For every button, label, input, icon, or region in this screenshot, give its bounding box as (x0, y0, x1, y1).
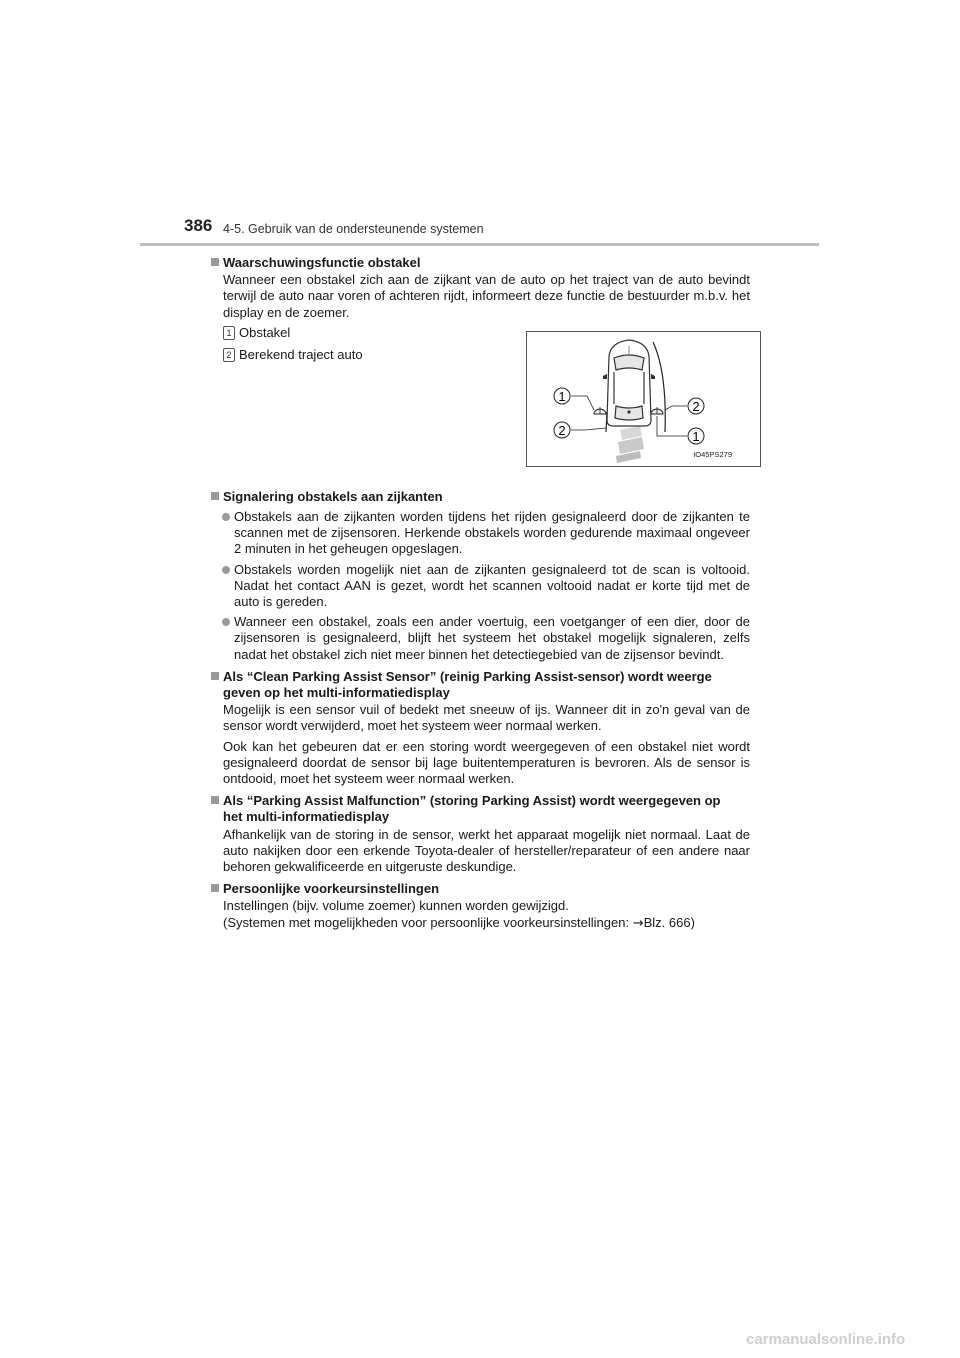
legend-item (210, 347, 363, 363)
motion-trail-icon (616, 426, 644, 463)
legend-label: Obstakel (239, 324, 291, 340)
bullet-icon (222, 566, 230, 574)
header-divider (140, 243, 819, 246)
car-icon (607, 340, 651, 426)
section-title: Waarschuwingsfunctie obstakel (210, 255, 750, 271)
page-number: 386 (184, 216, 213, 235)
bullet-icon (222, 513, 230, 521)
bullet-item: Obstakels worden mogelijk niet aan de zijkanten gesignaleerd tot de scan is voltooid. Nadat het contact AAN is gezet, wordt het scannen voltooid nadat er korte tijd met de auto is gereden. (210, 562, 750, 611)
section-clean-sensor (210, 669, 750, 787)
bullet-icon (222, 618, 230, 626)
svg-text:1: 1 (692, 428, 700, 444)
obstacle-right-icon (651, 407, 663, 414)
legend-label: Berekend traject auto (239, 346, 363, 362)
section-malfunction (210, 793, 750, 875)
legend-number: 2 (223, 348, 235, 362)
section-title: Persoonlijke voorkeursinstellingen (210, 881, 750, 897)
arrow-right-icon: → (632, 915, 644, 931)
obstacle-left-icon (594, 407, 606, 414)
section-text: Wanneer een obstakel zich aan de zijkant van de auto op het traject van de auto bevindt terwijl de auto naar voren of achteren rijdt, informeert deze functie de bestuurder m.b.v. het display en de zoemer. (223, 272, 750, 320)
section-obstacle-warning (210, 255, 750, 483)
section-personal-settings (210, 881, 750, 932)
svg-text:2: 2 (558, 422, 566, 438)
chapter-title: 4-5. Gebruik van de ondersteunende systemen (223, 222, 484, 236)
watermark: carmanualsonline.info (746, 1331, 906, 1348)
section-text: Instellingen (bijv. volume zoemer) kunnen worden gewijzigd. (223, 898, 569, 914)
figure-legend (210, 325, 363, 369)
section-side-detection (210, 489, 750, 663)
section-title: Als “Parking Assist Malfunction” (storing Parking Assist) wordt weergegeven op het multi-informatiedisplay (210, 793, 750, 825)
section-text: (Systemen met mogelijkheden voor persoonlijke voorkeursinstellingen: →Blz. 666) (223, 914, 695, 931)
callout-obstacle-left (554, 388, 570, 404)
callout-trajectory-right (688, 398, 704, 414)
bullet-item: Obstakels aan de zijkanten worden tijdens het rijden gesignaleerd door de zijkanten te scannen met de zijsensoren. Herkende obstakels worden gedurende maximaal ongeveer 2 minuten in het geheugen opgeslagen. (210, 509, 750, 558)
section-title: Als “Clean Parking Assist Sensor” (reinig Parking Assist-sensor) wordt weerge geven op het multi-informatiedisplay (210, 669, 750, 701)
section-text: Mogelijk is een sensor vuil of bedekt met sneeuw of ijs. Wanneer dit in zo'n geval van de sensor wordt verwijderd, moet het systeem weer normaal werken. (223, 702, 750, 734)
trajectory-line-right (653, 342, 665, 432)
page-content (210, 255, 750, 932)
legend-number: 1 (223, 326, 235, 340)
section-text: Ook kan het gebeuren dat er een storing wordt weergegeven of een obstakel niet wordt gesignaleerd doordat de sensor bij lage buitentemperaturen is bevroren. Als de sensor is ontdooid, moet het systeem weer normaal werken. (223, 738, 750, 787)
page-reference-link[interactable]: Blz. 666) (643, 914, 695, 930)
mirror-right-icon (651, 374, 655, 379)
legend-item (210, 325, 363, 341)
figure-code: IO45PS279 (693, 449, 732, 459)
mirror-left-icon (603, 374, 607, 379)
svg-text:2: 2 (692, 398, 700, 414)
section-title: Signalering obstakels aan zijkanten (210, 489, 750, 505)
callout-obstacle-right (688, 428, 704, 444)
section-text: Afhankelijk van de storing in de sensor, werkt het apparaat mogelijk niet normaal. Laat de auto nakijken door een erkende Toyota-dealer of hersteller/reparateur of een andere naar behoren gekwalificeerde en uitgeruste deskundige. (223, 826, 750, 875)
car-diagram-figure (526, 331, 761, 467)
svg-text:1: 1 (558, 388, 566, 404)
bullet-item: Wanneer een obstakel, zoals een ander voertuig, een voetganger of een dier, door de zijsensoren is gesignaleerd, blijft het systeem het obstakel mogelijk signaleren, zelfs nadat het obstakel zich niet meer binnen het detectiegebied van de zijsensor bevindt. (210, 614, 750, 663)
figure-row (210, 325, 750, 483)
trajectory-line-left (606, 412, 607, 432)
callout-trajectory-left (554, 422, 570, 438)
